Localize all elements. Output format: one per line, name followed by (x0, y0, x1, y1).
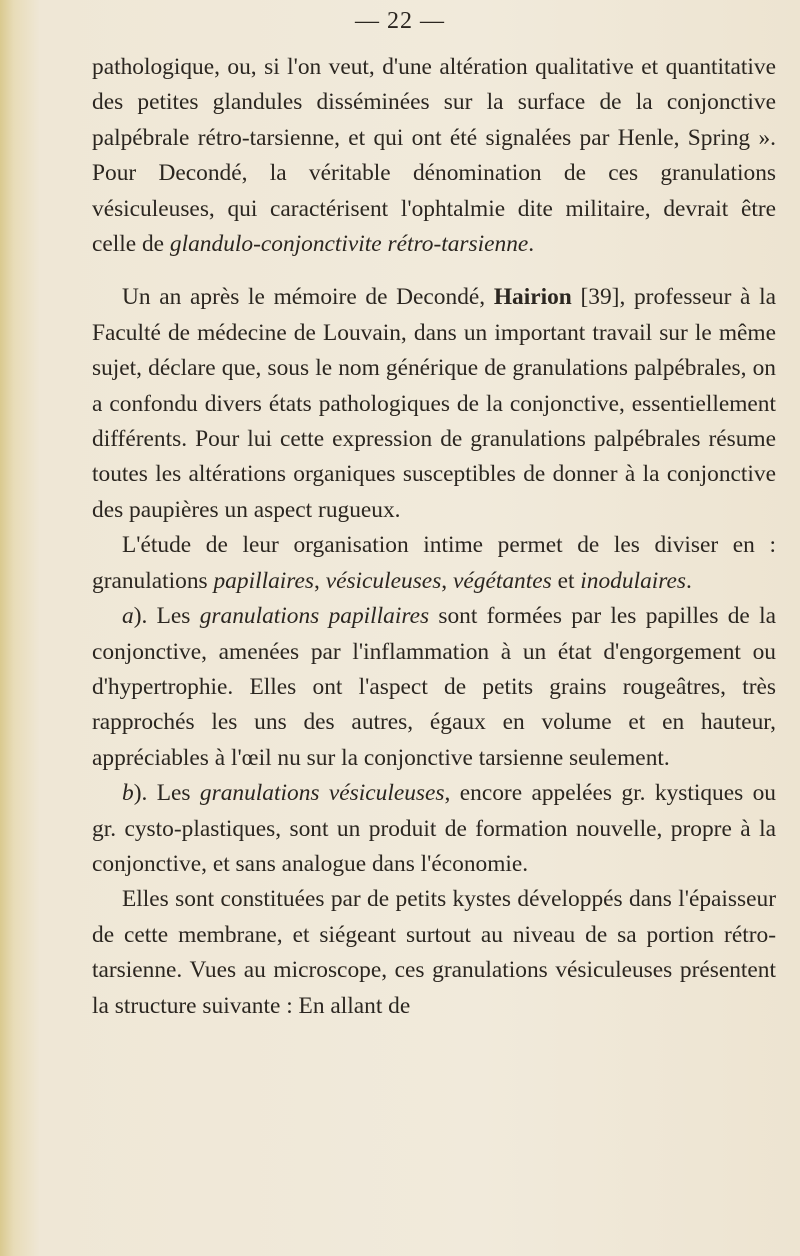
paragraph-1: pathologique, ou, si l'on veut, d'une altération qualitative et quantitative des petites glandules disséminées sur la surface de la conjonctive palpébrale rétro-tarsienne, et qui ont été signalées par Henle, Spring ». Pour Decondé, la véritable dénomination de ces granulations vésiculeuses, qui caractérisent l'ophtalmie dite militaire, devrait être celle de glandulo-conjonctivite rétro-tarsienne. (92, 54, 776, 258)
paragraph-6: Elles sont constituées par de petits kystes développés dans l'épaisseur de cette membrane, et siégeant surtout au niveau de sa portion rétro-tarsienne. Vues au microscope, ces granulations vésiculeuses présentent la structure suivante : En allant de (92, 886, 776, 1019)
paragraph-4: a). Les granulations papillaires sont formées par les papilles de la conjonctive, amenées par l'inflammation à un état d'engorgement ou d'hypertrophie. Elles ont l'aspect de petits grains rougeâtres, très rapprochés les uns des autres, égaux en volume et en hauteur, appréciables à l'œil nu sur la conjonctive tarsienne seulement. (92, 603, 776, 771)
paragraph-3: L'étude de leur organisation intime permet de les diviser en : granulations papillaires, vésiculeuses, végétantes et inodulaires. (92, 532, 776, 594)
emphasis-term: glandulo-conjonctivite rétro-tarsienne (169, 231, 529, 258)
page-number: — 22 — (355, 8, 445, 34)
list-marker: a (122, 603, 134, 630)
paragraph-2: Un an après le mémoire de Decondé, Hairion [39], professeur à la Faculté de médecine de Louvain, dans un important travail sur le même sujet, déclare que, sous le nom générique de granulations palpébrales, on a confondu divers états pathologiques de la conjonctive, essentiellement différents. Pour lui cette expression de granulations palpébrales résume toutes les altérations organiques susceptibles de donner à la conjonctive des paupières un aspect rugueux. (92, 284, 776, 523)
paragraph-5: b). Les granulations vésiculeuses, encore appelées gr. kystiques ou gr. cysto-plastiques, sont un produit de formation nouvelle, propre à la conjonctive, et sans analogue dans l'économie. (92, 780, 776, 877)
author-name: Hairion (493, 284, 572, 311)
body-text (92, 50, 776, 1024)
list-marker: b (122, 780, 134, 807)
